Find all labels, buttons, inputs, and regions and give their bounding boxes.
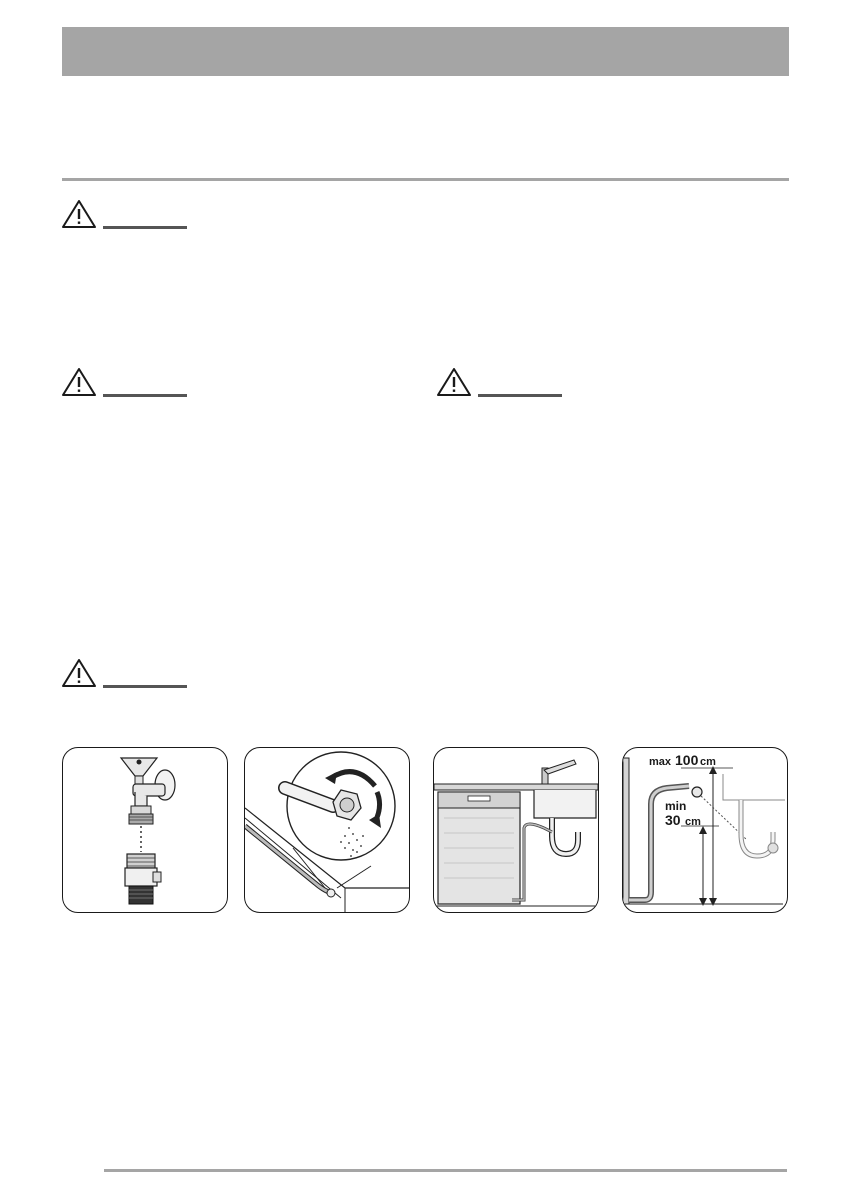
warning-underline [478,394,562,397]
warning-block-4 [61,658,221,692]
warning-icon [61,658,97,688]
min-prefix: min [665,799,687,813]
footer-divider [104,1169,787,1172]
warning-icon [436,367,472,397]
max-unit: cm [700,756,716,768]
warning-underline [103,685,187,688]
figure-hose-tightening [244,747,410,913]
max-prefix: max [649,756,672,768]
section-header-bar [62,27,789,76]
warning-underline [103,394,187,397]
figure-dishwasher-sink [433,747,599,913]
section-divider [62,178,789,181]
min-unit: cm [685,816,701,828]
warning-block-1 [61,199,221,233]
warning-block-2 [61,367,221,401]
max-value: 100 [675,752,699,768]
warning-block-3 [436,367,596,401]
figure-drain-height [622,747,788,913]
tap-connector-illustration [63,748,227,912]
drain-height-illustration [623,748,787,912]
min-value: 30 [665,812,681,828]
dishwasher-sink-illustration [434,748,598,912]
figure-tap-connector [62,747,228,913]
hose-tightening-illustration [245,748,409,912]
warning-icon [61,199,97,229]
warning-underline [103,226,187,229]
warning-icon [61,367,97,397]
